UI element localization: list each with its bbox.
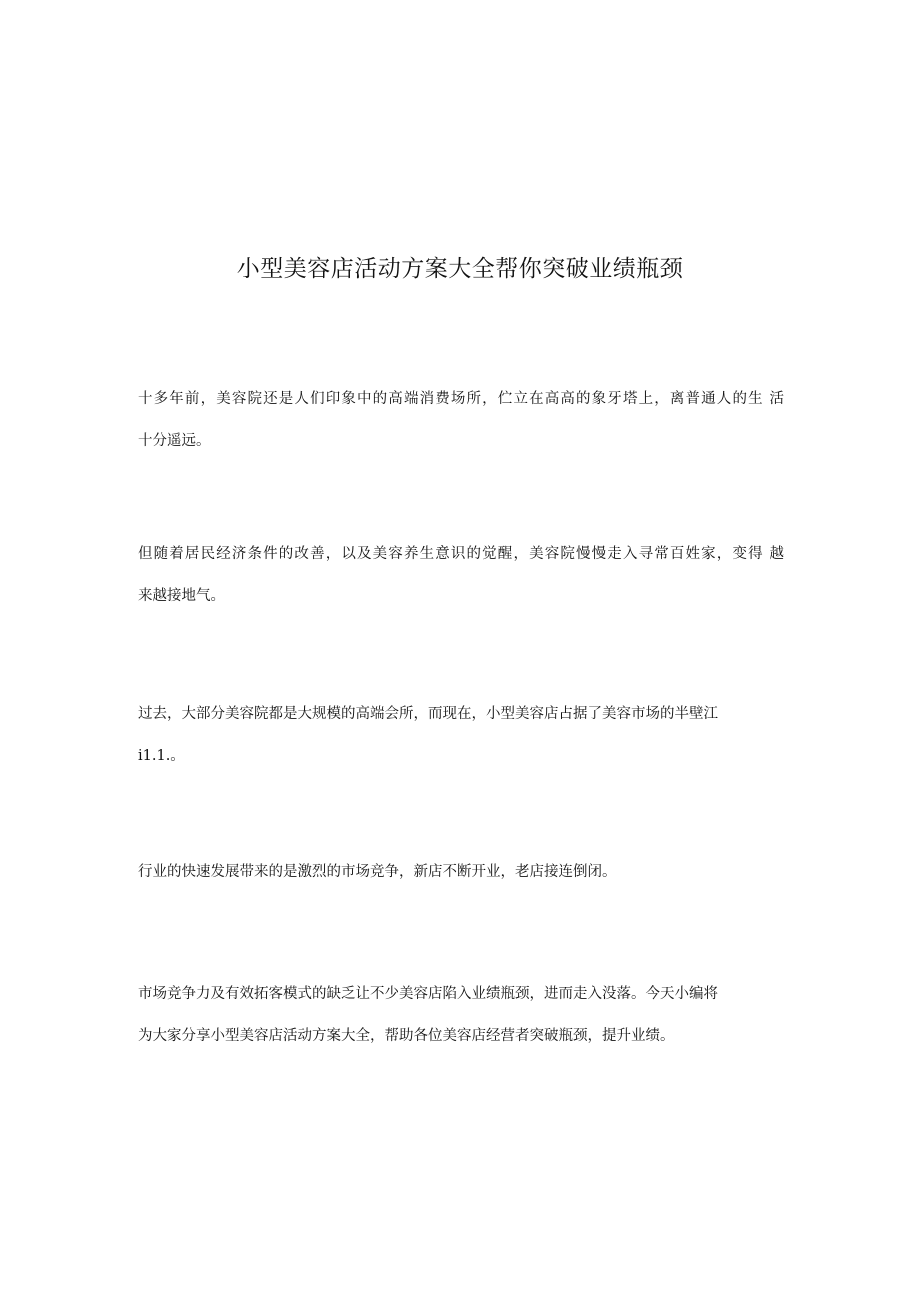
paragraph-line: 十分遥远。 [138,433,211,449]
paragraph-line: 但随着居民经济条件的改善，以及美容养生意识的觉醒，美容院慢慢走入寻常百姓家，变得 越 [138,546,784,562]
paragraph-line: 行业的快速发展带来的是激烈的市场竞争，新店不断开业，老店接连倒闭。 [138,864,617,880]
paragraph-5 [138,985,784,1045]
paragraph-4 [138,863,784,881]
paragraph-3 [138,705,784,765]
paragraph-line: 过去，大部分美容院都是大规模的高端会所，而现在，小型美容店占据了美容市场的半壁江 [138,706,718,722]
paragraph-line: i1.1.。 [138,748,185,764]
paragraph-line: 市场竞争力及有效拓客模式的缺乏让不少美容店陷入业绩瓶颈，进而走入没落。今天小编将 [138,986,718,1002]
paragraph-1 [138,390,784,450]
paragraph-line: 来越接地气。 [138,588,225,604]
paragraph-line: 十多年前，美容院还是人们印象中的高端消费场所，伫立在高高的象牙塔上，离普通人的生 活 [138,391,784,407]
paragraph-2 [138,545,784,605]
paragraph-line: 为大家分享小型美容店活动方案大全，帮助各位美容店经营者突破瓶颈，提升业绩。 [138,1028,675,1044]
document-title: 小型美容店活动方案大全帮你突破业绩瓶颈 [236,256,684,282]
